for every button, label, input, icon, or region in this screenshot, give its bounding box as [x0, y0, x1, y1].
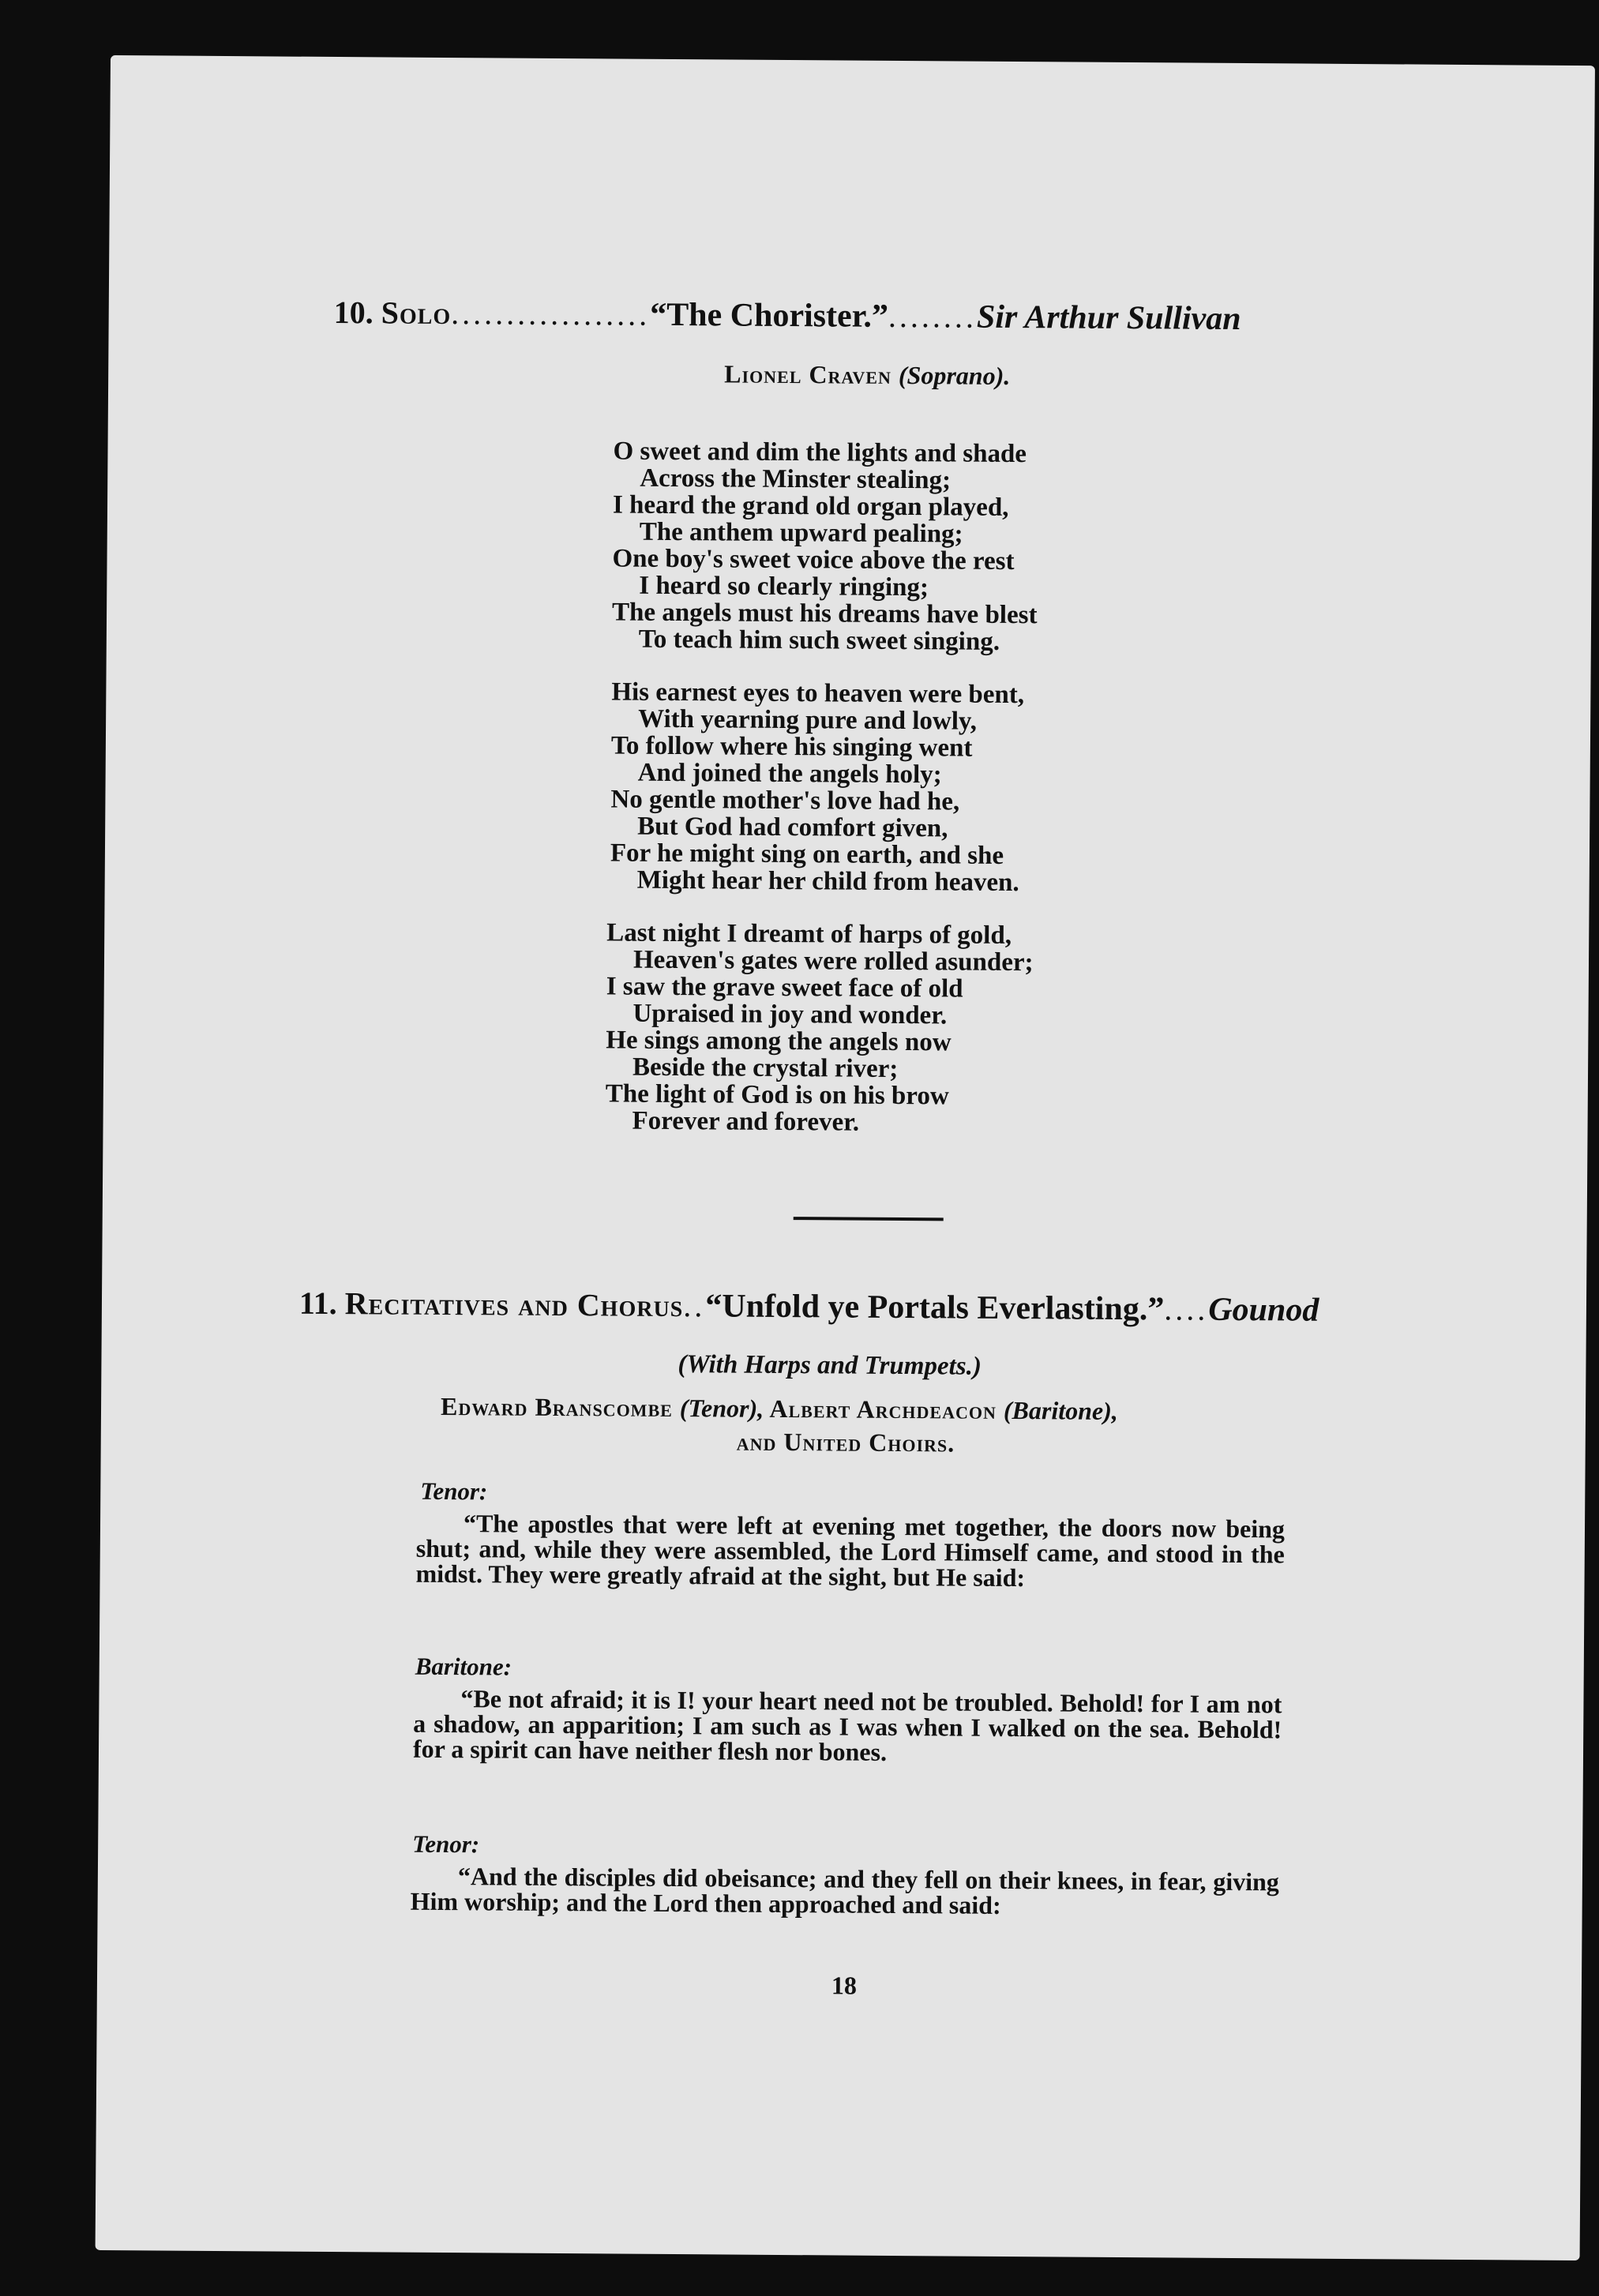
- poem-line: To follow where his singing went: [610, 731, 973, 763]
- item-composer: Sir Arthur Sullivan: [976, 298, 1241, 338]
- poem-line: I heard the grand old organ played,: [612, 490, 1009, 522]
- poem-line: Heaven's gates were rolled asunder;: [632, 945, 1034, 977]
- item-10-heading: [334, 294, 1241, 338]
- poem-line: Might hear her child from heaven.: [636, 865, 1019, 898]
- voice-label: Tenor:: [420, 1476, 488, 1506]
- poem-stanza-3: [605, 919, 1033, 1137]
- poem-line: To teach him such sweet singing.: [638, 625, 1000, 656]
- poem-line: O sweet and dim the lights and shade: [613, 437, 1027, 469]
- item-title: “Unfold ye Portals Everlasting.”: [705, 1288, 1165, 1328]
- item-11-subtitle: (With Harps and Trumpets.): [678, 1350, 982, 1381]
- performer-name: Lionel Craven: [724, 359, 892, 389]
- recitative-text: “Be not afraid; it is I! your heart need not be troubled. Behold! for I am not a shadow, an apparition; I am such as I was when I walked on the sea. Behold! for a spirit can have neither flesh nor bones.: [412, 1684, 1282, 1766]
- item-composer: Gounod: [1208, 1291, 1319, 1329]
- poem-line: And joined the angels holy;: [637, 758, 942, 790]
- recitative-text: “And the disciples did obeisance; and they fell on their knees, in fear, giving Him worship; and the Lord then approached and said:: [410, 1862, 1280, 1919]
- poem-line: Beside the crystal river;: [632, 1052, 899, 1083]
- poem-line: For he might sing on earth, and she: [610, 838, 1004, 870]
- leader-dots: ........: [888, 298, 978, 335]
- item-11-performers-line2: and United Choirs.: [736, 1427, 955, 1458]
- poem-line: He sings among the angels now: [606, 1026, 952, 1057]
- item-number: 10.: [333, 294, 373, 331]
- poem-line: Last night I dreamt of harps of gold,: [606, 918, 1012, 950]
- performer-name: Albert Archdeacon: [769, 1394, 997, 1424]
- poem-line: Forever and forever.: [632, 1106, 860, 1137]
- poem-line: I heard so clearly ringing;: [639, 571, 929, 602]
- poem-stanza-2: [610, 678, 1025, 896]
- poem-line: The angels must his dreams have blest: [611, 598, 1038, 630]
- recitative-text: “The apostles that were left at evening met together, the doors now being shut; and, while they were assembled, the Lord Himself came, and stood in the midst. They were greatly afraid at the sight, but He said:: [415, 1509, 1286, 1593]
- poem-line: His earnest eyes to heaven were bent,: [611, 677, 1025, 710]
- poem-line: One boy's sweet voice above the rest: [612, 544, 1015, 576]
- performer-voice: (Soprano).: [898, 360, 1011, 390]
- page-number: 18: [831, 1971, 858, 2000]
- voice-label: Baritone:: [415, 1652, 512, 1681]
- poem-line: With yearning pure and lowly,: [638, 704, 978, 736]
- performer-voice: (Baritone),: [1003, 1395, 1118, 1425]
- item-number: 11.: [298, 1285, 337, 1322]
- poem-line: Across the Minster stealing;: [640, 463, 952, 495]
- voice-label: Tenor:: [412, 1829, 480, 1859]
- leader-dots: ....: [1164, 1291, 1209, 1327]
- poem-line: I saw the grave sweet face of old: [606, 972, 963, 1004]
- item-11-heading: [299, 1285, 1319, 1330]
- section-divider: [794, 1217, 944, 1221]
- item-title: “The Chorister.”: [650, 296, 889, 335]
- performer-voice: (Tenor),: [679, 1394, 764, 1423]
- poem-stanza-1: [612, 437, 1038, 655]
- item-11-performers: [441, 1392, 1118, 1426]
- leader-dots: ..: [683, 1288, 706, 1324]
- poem-line: Upraised in joy and wonder.: [632, 999, 948, 1030]
- item-10-performer: [724, 359, 1010, 391]
- item-type: Solo: [381, 295, 452, 332]
- poem-line: The light of God is on his brow: [605, 1079, 949, 1111]
- program-page: [96, 55, 1595, 2260]
- poem-line: No gentle mother's love had he,: [610, 785, 960, 816]
- poem-line: But God had comfort given,: [637, 812, 948, 843]
- item-type: Recitatives and Chorus: [344, 1285, 684, 1324]
- performer-name: Edward Branscombe: [440, 1391, 673, 1423]
- poem-line: The anthem upward pealing;: [639, 517, 963, 549]
- leader-dots: ..................: [451, 295, 651, 332]
